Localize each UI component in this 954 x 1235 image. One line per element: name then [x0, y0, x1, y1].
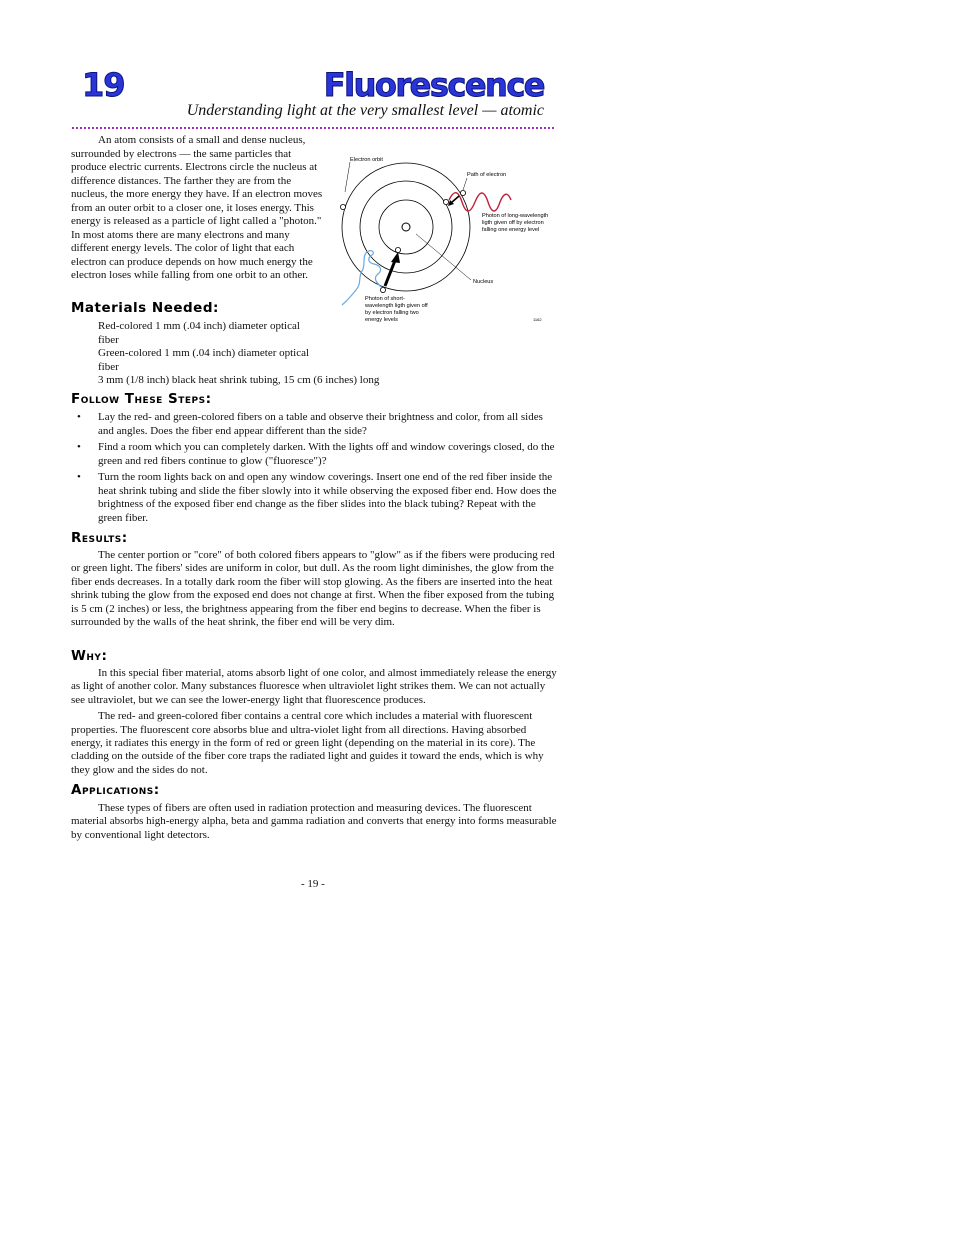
- arrow-shaft: [451, 196, 459, 203]
- bullet-icon: •: [77, 441, 81, 453]
- results-heading: Results:: [71, 530, 128, 546]
- step-text: Lay the red- and green-colored fibers on a table and observe their brightness and color, from all sides and angles. Does the fiber end appear different than the side?: [98, 411, 543, 437]
- label-path-of-electron: Path of electron: [467, 172, 507, 178]
- label-long-photon: Photon of long-wavelength: [482, 213, 549, 219]
- steps-heading: Follow These Steps:: [71, 391, 212, 407]
- label-short-photon: wavelength ligth given off: [365, 303, 428, 309]
- step-text: Find a room which you can completely darken. With the lights off and window coverings closed, do the green and red fibers continue to glow ("fluoresce")?: [98, 441, 555, 467]
- list-item: [71, 441, 557, 468]
- intro-paragraph: An atom consists of a small and dense nucleus, surrounded by electrons — the same particles that produce electric currents. Electrons circle the nucleus at difference distances. The farther they are from the nucleus, the more energy they have. If an electron moves from an outer orbit to a closer one, it loses energy. This energy is released as a particle of light called a "photon." In most atoms there are many electrons and many different energy levels. The color of light that each electron can produce depends on how much energy the electron loses while falling from one orbit to an other.: [71, 134, 323, 281]
- electron-icon: [443, 199, 448, 204]
- results-paragraph: The center portion or "core" of both colored fibers appears to "glow" as if the fibers were producing red or green light. The fibers' sides are uniform in color, but dull. As the room light diminishes, the glow from the fiber ends decreases. In a totally dark room the fiber will stop glowing. As the fibers are inserted into the heat shrink tubing the glow from the exposed end does not change at first. When the fiber exposed from the tubing is 5 cm (2 inches) or less, the brightness appearing from the fiber end begins to decrease. When the fiber is surrounded by the walls of the heat shrink, the fiber end will be very dim.: [71, 549, 555, 629]
- header-rule: [72, 127, 554, 129]
- chapter-number: 19: [82, 66, 125, 104]
- label-short-photon: energy levels: [365, 317, 398, 323]
- electron-icon: [380, 287, 385, 292]
- applications-paragraph: These types of fibers are often used in radiation protection and measuring devices. The fluorescent material absorbs high-energy alpha, beta and gamma radiation and converts that energy into forms measurable by conventional light detectors.: [71, 802, 557, 841]
- bullet-icon: •: [77, 411, 81, 423]
- leader-line: [463, 178, 467, 190]
- why-text: [71, 667, 558, 780]
- why-paragraph: In this special fiber material, atoms absorb light of one color, and almost immediately release the energy as light of another color. Many substances fluoresce when ultraviolet light strikes them. We can not actually see ultraviolet, but we can see the lower-energy light that fluorescence produces.: [71, 667, 557, 706]
- applications-heading: Applications:: [71, 782, 160, 798]
- why-paragraph: The red- and green-colored fiber contains a central core which includes a material with fluorescent properties. The fluorescent core absorbs blue and ultra-violet light from all directions. Having absorbed energy, it radiates this energy in the form of red or green light (depending on the material in its core). The cladding on the outside of the fiber core traps the radiated light and guides it toward the ends, which is why they glow and the sides do not.: [71, 710, 544, 776]
- list-item: Red-colored 1 mm (.04 inch) diameter optical fiber: [98, 320, 300, 346]
- label-short-photon: Photon of short-: [365, 296, 405, 302]
- list-item: [71, 411, 557, 438]
- figure-id: 1162: [533, 317, 542, 322]
- label-long-photon: falling one energy level: [482, 227, 540, 233]
- results-text: [71, 549, 558, 632]
- applications-text: [71, 802, 558, 845]
- list-item: [71, 471, 557, 525]
- label-electron-orbit: Electron orbit: [350, 157, 383, 163]
- atom-diagram: [336, 150, 560, 330]
- page-subtitle: Understanding light at the very smallest level — atomic: [186, 102, 544, 119]
- long-wave-photon: [449, 193, 511, 211]
- materials-heading: Materials Needed:: [71, 300, 219, 316]
- list-item: 3 mm (1/8 inch) black heat shrink tubing, 15 cm (6 inches) long: [98, 374, 380, 386]
- list-item: Green-colored 1 mm (.04 inch) diameter optical fiber: [98, 347, 310, 373]
- page-number: - 19 -: [301, 878, 325, 890]
- why-heading: Why:: [71, 648, 108, 664]
- intro-text: [71, 134, 325, 283]
- arrow-head-icon: [391, 252, 400, 263]
- page-title: Fluorescence: [323, 66, 544, 104]
- nucleus-icon: [402, 223, 410, 231]
- step-text: Turn the room lights back on and open any window coverings. Insert one end of the red fiber inside the heat shrink tubing and slide the fiber slowly into it while observing the exposed fiber end. How does the brightness of the exposed fiber end change as the fiber slides into the black tubing? Repeat with the green fiber.: [98, 471, 557, 524]
- leader-line: [345, 162, 350, 192]
- bullet-icon: •: [77, 471, 81, 483]
- materials-list: [98, 320, 558, 388]
- label-short-photon: by electron falling two: [365, 310, 419, 316]
- label-long-photon: ligth given off by electron: [482, 220, 544, 226]
- electron-icon: [395, 247, 400, 252]
- steps-list: [71, 411, 557, 528]
- label-nucleus: Nucleus: [473, 279, 494, 285]
- electron-icon: [340, 204, 345, 209]
- electron-icon: [460, 190, 465, 195]
